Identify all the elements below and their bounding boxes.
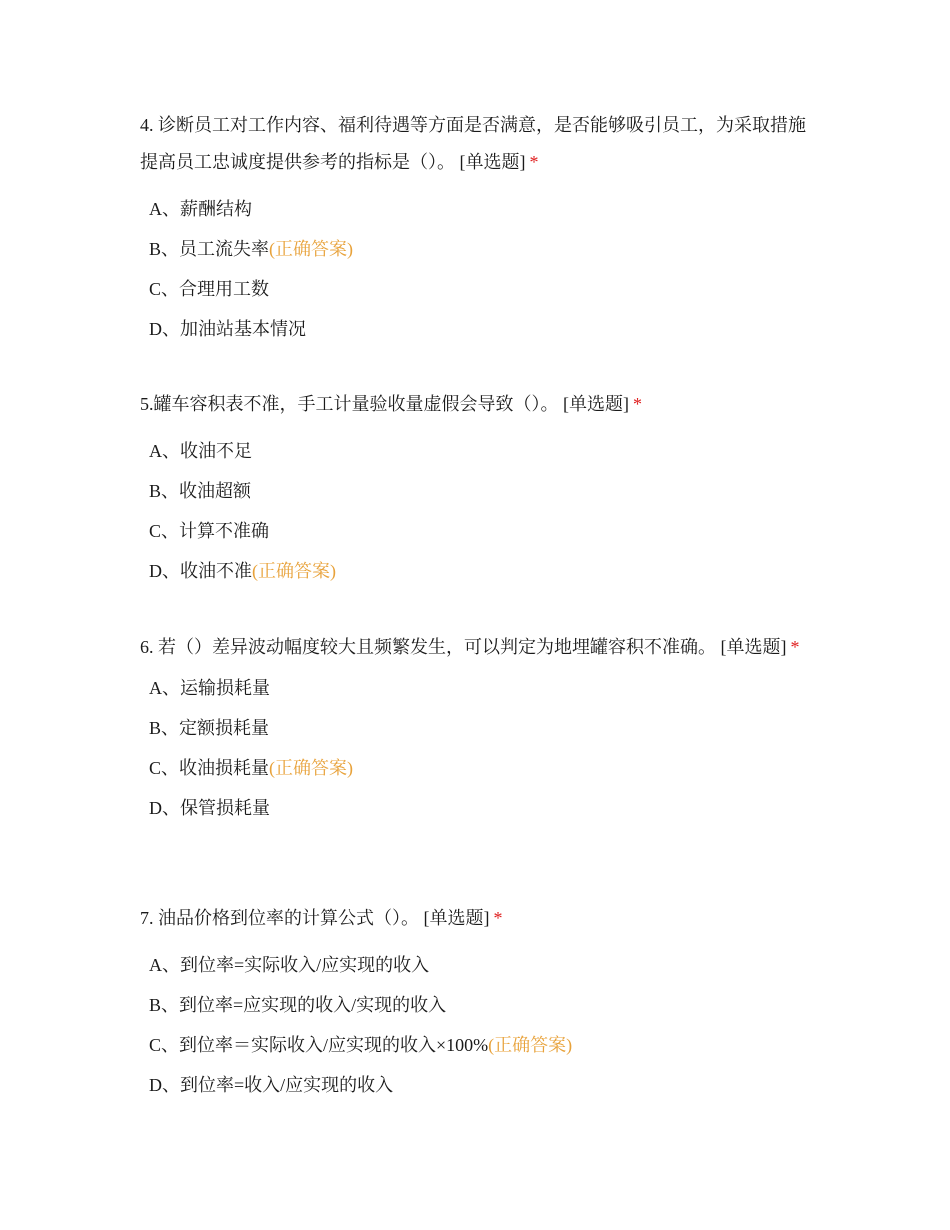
option-d[interactable]: [140, 788, 820, 828]
required-mark: *: [633, 394, 642, 414]
option-b[interactable]: [140, 229, 820, 269]
option-b[interactable]: [140, 708, 820, 748]
option-text: B、收油超额: [149, 481, 252, 501]
correct-answer-tag: (正确答案): [269, 758, 354, 778]
question-title: [140, 107, 820, 181]
question-text: 4. 诊断员工对工作内容、福利待遇等方面是否满意，是否能够吸引员工，为采取措施提高员工忠诚度提供参考的指标是（）。 [单选题]: [140, 115, 806, 172]
option-c[interactable]: [140, 748, 820, 788]
option-list: [140, 668, 820, 828]
option-text: A、收油不足: [149, 441, 252, 461]
option-text: C、收油损耗量: [149, 758, 270, 778]
option-text: A、到位率=实际收入/应实现的收入: [149, 955, 430, 975]
question-text: 5.罐车容积表不准，手工计量验收量虚假会导致（）。 [单选题]: [140, 394, 629, 414]
question-title: [140, 386, 820, 423]
option-list: [140, 431, 820, 591]
question-text: 7. 油品价格到位率的计算公式（）。 [单选题]: [140, 908, 490, 928]
option-text: D、加油站基本情况: [149, 319, 306, 339]
question-5: [140, 386, 820, 591]
option-text: C、计算不准确: [149, 521, 270, 541]
option-text: C、到位率＝实际收入/应实现的收入×100%: [149, 1035, 489, 1055]
option-a[interactable]: [140, 189, 820, 229]
correct-answer-tag: (正确答案): [488, 1035, 573, 1055]
option-text: D、到位率=收入/应实现的收入: [149, 1075, 394, 1095]
option-a[interactable]: [140, 431, 820, 471]
option-text: B、员工流失率: [149, 239, 270, 259]
option-a[interactable]: [140, 668, 820, 708]
required-mark: *: [529, 152, 539, 172]
question-7: [140, 900, 820, 1105]
option-b[interactable]: [140, 985, 820, 1025]
option-d[interactable]: [140, 309, 820, 349]
required-mark: *: [790, 637, 800, 657]
option-text: D、收油不准: [149, 561, 252, 581]
option-text: A、薪酬结构: [149, 199, 252, 219]
option-list: [140, 189, 820, 349]
option-text: A、运输损耗量: [149, 678, 270, 698]
option-c[interactable]: [140, 269, 820, 309]
option-c[interactable]: [140, 511, 820, 551]
option-text: B、到位率=应实现的收入/实现的收入: [149, 995, 447, 1015]
option-d[interactable]: [140, 1065, 820, 1105]
option-b[interactable]: [140, 471, 820, 511]
question-4: [140, 107, 820, 349]
question-title: [140, 629, 820, 666]
option-d[interactable]: [140, 551, 820, 591]
required-mark: *: [493, 908, 503, 928]
question-6: [140, 629, 820, 828]
option-list: [140, 945, 820, 1105]
option-text: D、保管损耗量: [149, 798, 270, 818]
option-c[interactable]: [140, 1025, 820, 1065]
option-text: C、合理用工数: [149, 279, 270, 299]
correct-answer-tag: (正确答案): [252, 561, 336, 581]
option-a[interactable]: [140, 945, 820, 985]
correct-answer-tag: (正确答案): [269, 239, 354, 259]
option-text: B、定额损耗量: [149, 718, 270, 738]
question-title: [140, 900, 820, 937]
question-text: 6. 若（）差异波动幅度较大且频繁发生，可以判定为地埋罐容积不准确。 [单选题]: [140, 637, 787, 657]
